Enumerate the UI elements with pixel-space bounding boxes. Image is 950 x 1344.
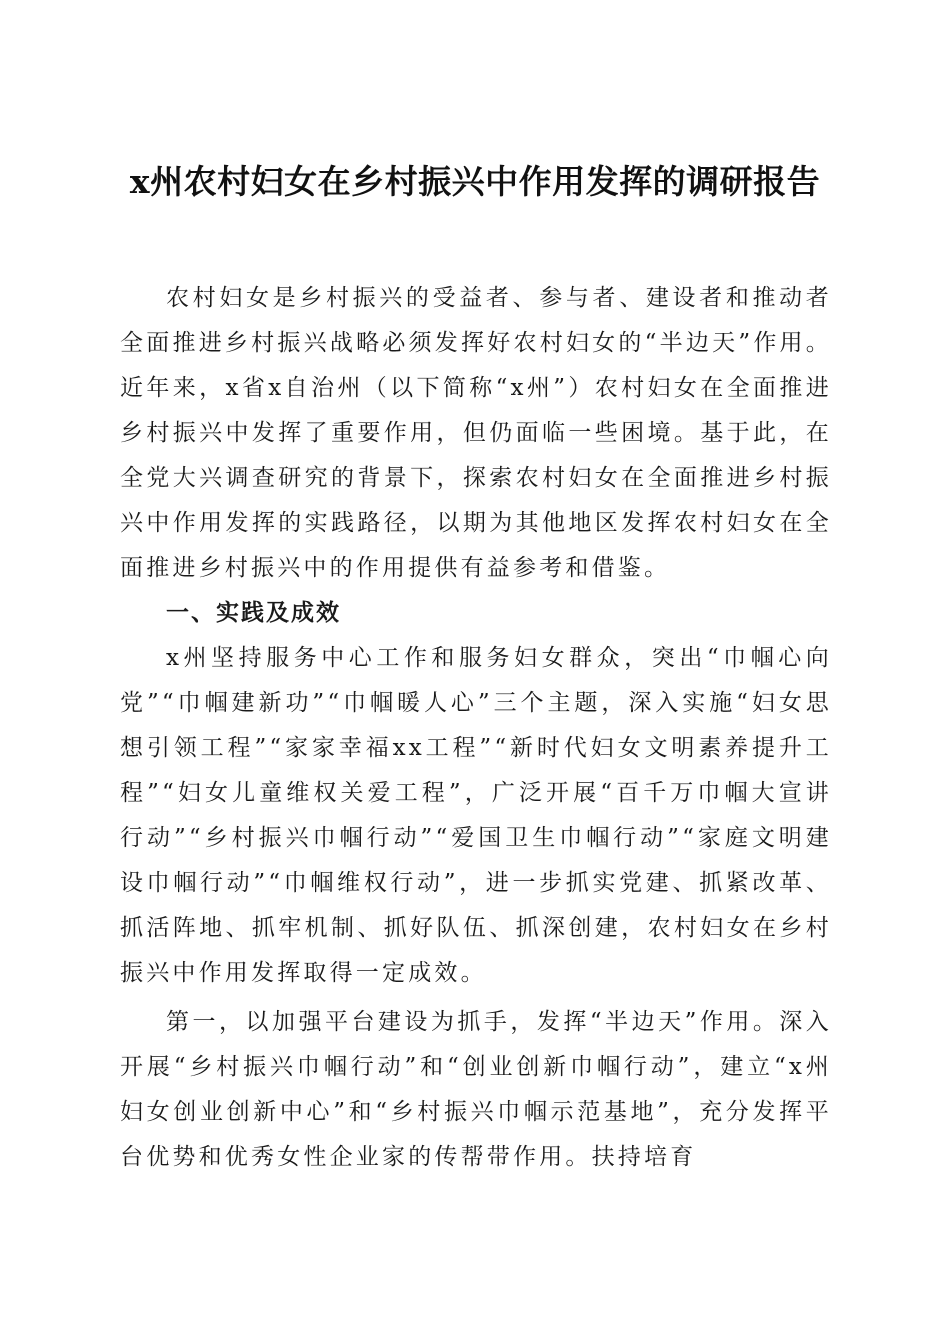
point1-paragraph: 第一，以加强平台建设为抓手，发挥“半边天”作用。深入开展“乡村振兴巾帼行动”和“创业创新巾帼行动”，建立“x州妇女创业创新中心”和“乡村振兴巾帼示范基地”，充分发挥平台优势和优秀女性企业家的传帮带作用。扶持培育: [120, 1009, 832, 1170]
section-heading-practice-results: 一、实践及成效: [166, 600, 341, 626]
intro-paragraph: 农村妇女是乡村振兴的受益者、参与者、建设者和推动者全面推进乡村振兴战略必须发挥好农村妇女的“半边天”作用。近年来，x省x自治州（以下简称“x州”）农村妇女在全面推进乡村振兴中发挥了重要作用，但仍面临一些困境。基于此，在全党大兴调查研究的背景下，探索农村妇女在全面推进乡村振兴中作用发挥的实践路径，以期为其他地区发挥农村妇女在全面推进乡村振兴中的作用提供有益参考和借鉴。: [120, 285, 832, 581]
document-title: x州农村妇女在乡村振兴中作用发挥的调研报告: [129, 162, 821, 202]
section1-paragraph: x州坚持服务中心工作和服务妇女群众，突出“巾帼心向党”“巾帼建新功”“巾帼暖人心”三个主题，深入实施“妇女思想引领工程”“家家幸福xx工程”“新时代妇女文明素养提升工程”“妇女儿童维权关爱工程”，广泛开展“百千万巾帼大宣讲行动”“乡村振兴巾帼行动”“爱国卫生巾帼行动”“家庭文明建设巾帼行动”“巾帼维权行动”，进一步抓实党建、抓紧改革、抓活阵地、抓牢机制、抓好队伍、抓深创建，农村妇女在乡村振兴中作用发挥取得一定成效。: [120, 645, 832, 986]
document-body: [120, 276, 832, 1180]
